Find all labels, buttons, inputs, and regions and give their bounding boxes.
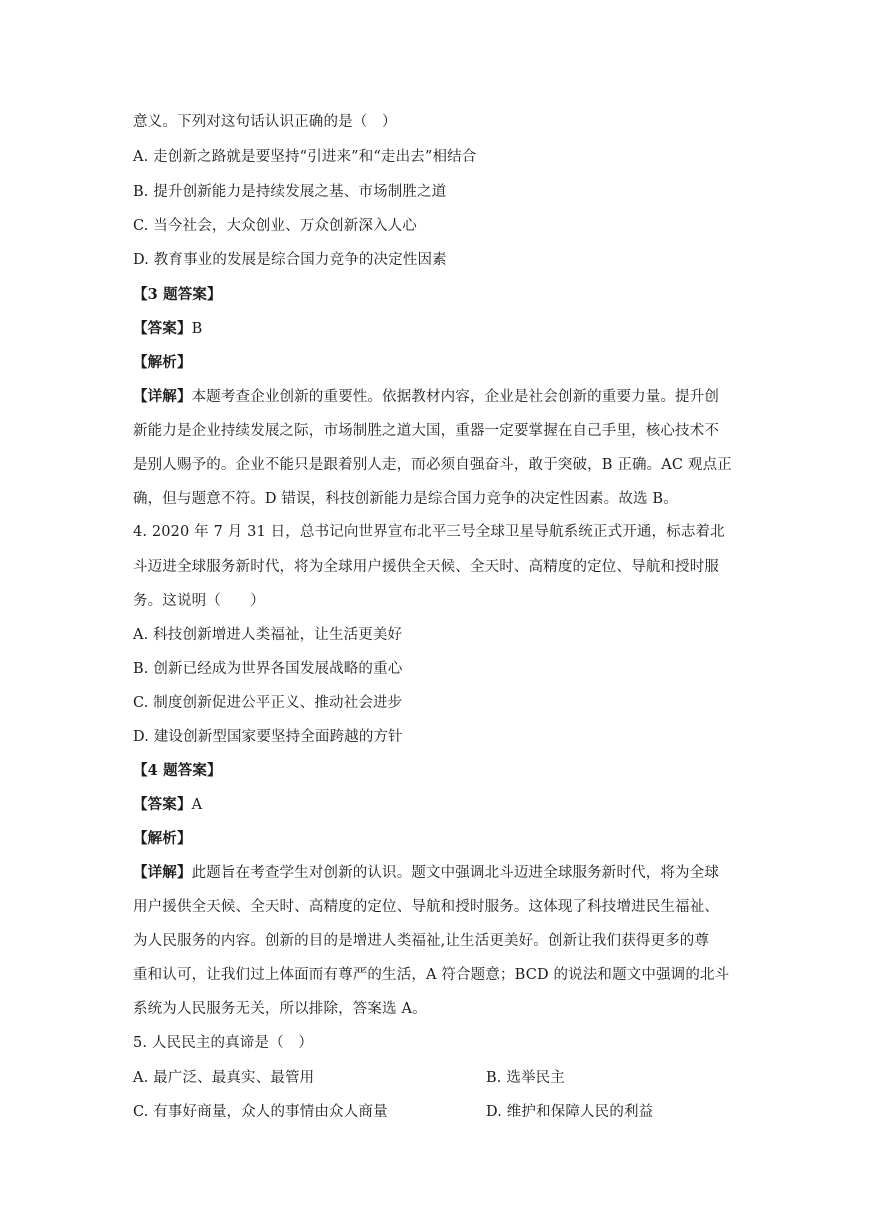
answer-value: A <box>191 797 203 813</box>
q4-option-b: B. 创新已经成为世界各国发展战略的重心 <box>133 661 403 677</box>
q4-detail-line-4: 重和认可，让我们过上体面而有尊严的生活，A 符合题意；BCD 的说法和题文中强调的北斗 <box>133 967 730 983</box>
q3-answer-header: 【3 题答案】 <box>133 286 222 303</box>
q2-option-a: A. 走创新之路就是要坚持“引进来”和“走出去”相结合 <box>133 149 477 165</box>
detail-label: 【详解】 <box>133 864 192 881</box>
q3-detail-line-1 <box>133 387 745 407</box>
q5-option-a: A. 最广泛、最真实、最管用 <box>133 1070 315 1086</box>
detail-text: 此题旨在考查学生对创新的认识。题文中强调北斗迈进全球服务新时代，将为全球 <box>191 865 720 881</box>
q4-option-c: C. 制度创新促进公平正义、推动社会进步 <box>133 695 403 711</box>
q5-option-d: D. 维护和保障人民的利益 <box>486 1104 654 1120</box>
q3-detail-line-4: 确，但与题意不符。D 错误，科技创新能力是综合国力竞争的决定性因素。故选 B。 <box>133 491 678 507</box>
q4-detail-line-1 <box>133 863 745 883</box>
q4-stem-line-2: 斗迈进全球服务新时代，将为全球用户援供全天候、全天时、高精度的定位、导航和授时服 <box>133 559 719 575</box>
q2-stem-end: 意义。下列对这句话认识正确的是（ ） <box>133 114 397 130</box>
q4-stem-line-3: 务。这说明（ ） <box>133 593 265 609</box>
q4-option-d: D. 建设创新型国家要坚持全面跨越的方针 <box>133 729 403 745</box>
q4-detail-line-5: 系统为人民服务无关，所以排除，答案选 A。 <box>133 1001 427 1017</box>
q4-stem-line-1: 4. 2020 年 7 月 31 日，总书记向世界宣布北平三号全球卫星导航系统正式开通，标志着北 <box>133 524 725 540</box>
q4-option-a: A. 科技创新增进人类福祉，让生活更美好 <box>133 627 403 643</box>
q4-analysis-label: 【解析】 <box>133 830 192 847</box>
q4-answer <box>133 795 745 815</box>
q2-option-b: B. 提升创新能力是持续发展之基、市场制胜之道 <box>133 184 447 200</box>
q3-detail-line-3: 是别人赐予的。企业不能只是跟着别人走，而必须自强奋斗，敢于突破，B 正确。AC 观点正 <box>133 457 732 473</box>
q5-option-c: C. 有事好商量，众人的事情由众人商量 <box>133 1104 388 1120</box>
q3-detail-line-2: 新能力是企业持续发展之际，市场制胜之道大国，重器一定要掌握在自己手里，核心技术不 <box>133 423 719 439</box>
detail-text: 本题考查企业创新的重要性。依据教材内容，企业是社会创新的重要力量。提升创 <box>191 389 720 405</box>
q3-analysis-label: 【解析】 <box>133 354 192 371</box>
q4-answer-header: 【4 题答案】 <box>133 762 222 779</box>
answer-value: B <box>191 321 203 337</box>
q4-detail-line-3: 为人民服务的内容。创新的目的是增进人类福祉,让生活更美好。创新让我们获得更多的尊 <box>133 933 710 949</box>
answer-label: 【答案】 <box>133 320 192 337</box>
q3-answer <box>133 319 745 339</box>
q5-option-b: B. 选举民主 <box>486 1070 565 1086</box>
q5-stem: 5. 人民民主的真谛是（ ） <box>133 1035 314 1051</box>
q2-option-c: C. 当今社会，大众创业、万众创新深入人心 <box>133 218 417 234</box>
answer-label: 【答案】 <box>133 796 192 813</box>
q2-option-d: D. 教育事业的发展是综合国力竞争的决定性因素 <box>133 252 447 268</box>
q4-detail-line-2: 用户援供全天候、全天时、高精度的定位、导航和授时服务。这体现了科技增进民生福祉、 <box>133 899 719 915</box>
detail-label: 【详解】 <box>133 388 192 405</box>
